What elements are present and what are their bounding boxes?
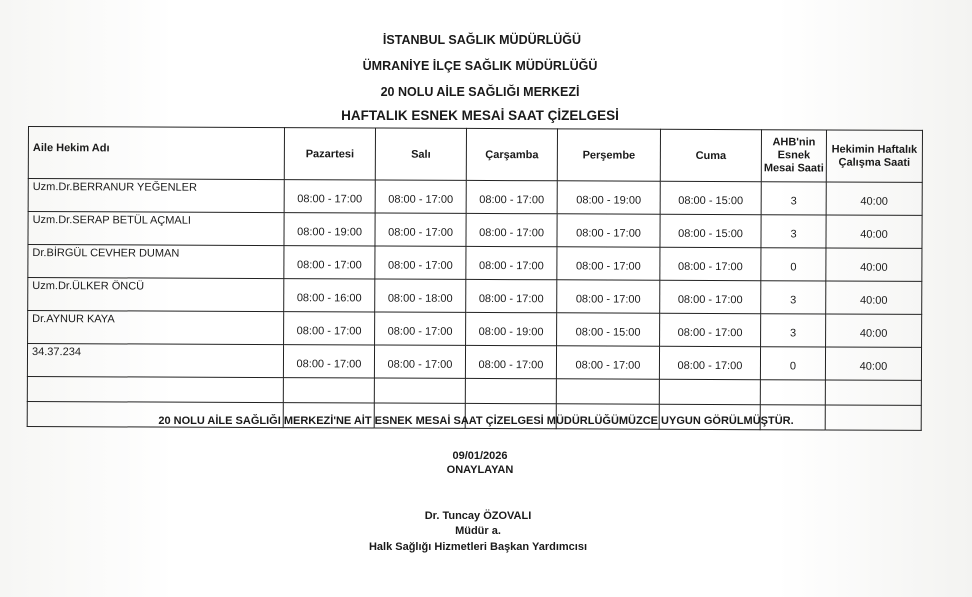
- table-row: [27, 344, 921, 381]
- monday-hours: 08:00 - 19:00: [284, 213, 375, 246]
- thursday-hours: 08:00 - 15:00: [557, 313, 660, 346]
- weekly-hours: 40:00: [826, 182, 922, 215]
- wednesday-hours: 08:00 - 17:00: [466, 213, 557, 246]
- friday-hours: 08:00 - 17:00: [660, 247, 761, 280]
- friday-hours: 08:00 - 17:00: [660, 280, 761, 313]
- monday-hours: 08:00 - 17:00: [284, 246, 375, 279]
- flex-hours: 3: [761, 215, 826, 248]
- tuesday-hours: 08:00 - 17:00: [375, 180, 466, 213]
- signer-title: Müdür a.: [455, 525, 501, 537]
- doctor-name: Dr.AYNUR KAYA: [28, 311, 284, 345]
- tuesday-hours: 08:00 - 17:00: [374, 345, 465, 378]
- weekly-hours: 40:00: [826, 314, 922, 347]
- flex-hours: 3: [761, 281, 826, 314]
- flex-hours: 3: [761, 314, 826, 347]
- friday-hours: 08:00 - 17:00: [659, 346, 760, 379]
- thursday-hours: 08:00 - 17:00: [557, 280, 660, 313]
- doctor-name: Uzm.Dr.ÜLKER ÖNCÜ: [28, 278, 284, 312]
- wednesday-hours: 08:00 - 17:00: [466, 279, 557, 312]
- column-header-weekly-hours: Hekimin Haftalık Çalışma Saati: [826, 130, 922, 182]
- document-title: HAFTALIK ESNEK MESAİ SAAT ÇİZELGESİ: [341, 108, 619, 123]
- schedule-table: [27, 126, 923, 431]
- empty-cell: [374, 378, 465, 403]
- column-header-monday: Pazartesi: [284, 128, 375, 180]
- monday-hours: 08:00 - 17:00: [284, 312, 375, 345]
- approval-statement: 20 NOLU AİLE SAĞLIĞI MERKEZİ'NE AİT ESNEK MESAİ SAAT ÇİZELGESİ MÜDÜRLÜĞÜMÜZCE UYGUN GÖRÜLMÜŞTÜR.: [158, 415, 794, 427]
- friday-hours: 08:00 - 17:00: [660, 313, 761, 346]
- weekly-hours: 40:00: [826, 215, 922, 248]
- wednesday-hours: 08:00 - 17:00: [466, 246, 557, 279]
- thursday-hours: 08:00 - 17:00: [557, 214, 660, 247]
- empty-cell: [825, 380, 921, 405]
- column-header-thursday: Perşembe: [557, 129, 660, 181]
- header-line-3: 20 NOLU AİLE SAĞLIĞI MERKEZİ: [380, 85, 580, 99]
- flex-hours: 3: [761, 182, 826, 215]
- monday-hours: 08:00 - 17:00: [283, 345, 374, 378]
- tuesday-hours: 08:00 - 18:00: [375, 279, 466, 312]
- header-line-2: ÜMRANİYE İLÇE SAĞLIK MÜDÜRLÜĞÜ: [362, 59, 598, 73]
- empty-table-row: [27, 376, 921, 405]
- table-row: [28, 311, 922, 348]
- table-row: [28, 278, 922, 315]
- wednesday-hours: 08:00 - 17:00: [466, 180, 557, 213]
- flex-hours: 0: [760, 347, 825, 380]
- column-header-wednesday: Çarşamba: [466, 128, 557, 180]
- tuesday-hours: 08:00 - 17:00: [375, 312, 466, 345]
- wednesday-hours: 08:00 - 19:00: [466, 312, 557, 345]
- thursday-hours: 08:00 - 19:00: [557, 181, 660, 214]
- empty-cell: [556, 379, 659, 404]
- table-header-row: [28, 127, 922, 183]
- friday-hours: 08:00 - 15:00: [660, 214, 761, 247]
- tuesday-hours: 08:00 - 17:00: [375, 246, 466, 279]
- tuesday-hours: 08:00 - 17:00: [375, 213, 466, 246]
- signer-position: Halk Sağlığı Hizmetleri Başkan Yardımcısı: [368, 541, 588, 553]
- table-row: [28, 245, 922, 282]
- weekly-hours: 40:00: [826, 248, 922, 281]
- table-row: [28, 212, 922, 249]
- column-header-friday: Cuma: [660, 129, 761, 181]
- doctor-name: Dr.BİRGÜL CEVHER DUMAN: [28, 245, 284, 279]
- column-header-tuesday: Salı: [375, 128, 466, 180]
- flex-hours: 0: [761, 248, 826, 281]
- column-header-name: Aile Hekim Adı: [28, 127, 284, 180]
- signer-name: Dr. Tuncay ÖZOVALI: [424, 510, 532, 522]
- wednesday-hours: 08:00 - 17:00: [465, 345, 556, 378]
- weekly-hours: 40:00: [825, 347, 921, 380]
- empty-cell: [27, 376, 283, 402]
- thursday-hours: 08:00 - 17:00: [557, 247, 660, 280]
- empty-cell: [760, 380, 825, 405]
- empty-cell: [465, 378, 556, 403]
- doctor-name: 34.37.234: [27, 344, 283, 378]
- monday-hours: 08:00 - 16:00: [284, 279, 375, 312]
- approval-date: 09/01/2026: [452, 450, 508, 462]
- friday-hours: 08:00 - 15:00: [660, 181, 761, 214]
- thursday-hours: 08:00 - 17:00: [556, 346, 659, 379]
- monday-hours: 08:00 - 17:00: [284, 180, 375, 213]
- header-line-1: İSTANBUL SAĞLIK MÜDÜRLÜĞÜ: [382, 33, 582, 47]
- doctor-name: Uzm.Dr.BERRANUR YEĞENLER: [28, 179, 284, 213]
- doctor-name: Uzm.Dr.SERAP BETÜL AÇMALI: [28, 212, 284, 246]
- approver-label: ONAYLAYAN: [446, 464, 514, 476]
- empty-cell: [659, 379, 760, 404]
- weekly-hours: 40:00: [826, 281, 922, 314]
- column-header-flex-hours: AHB'nin Esnek Mesai Saati: [761, 130, 826, 182]
- empty-cell: [283, 378, 374, 403]
- table-row: [28, 179, 922, 216]
